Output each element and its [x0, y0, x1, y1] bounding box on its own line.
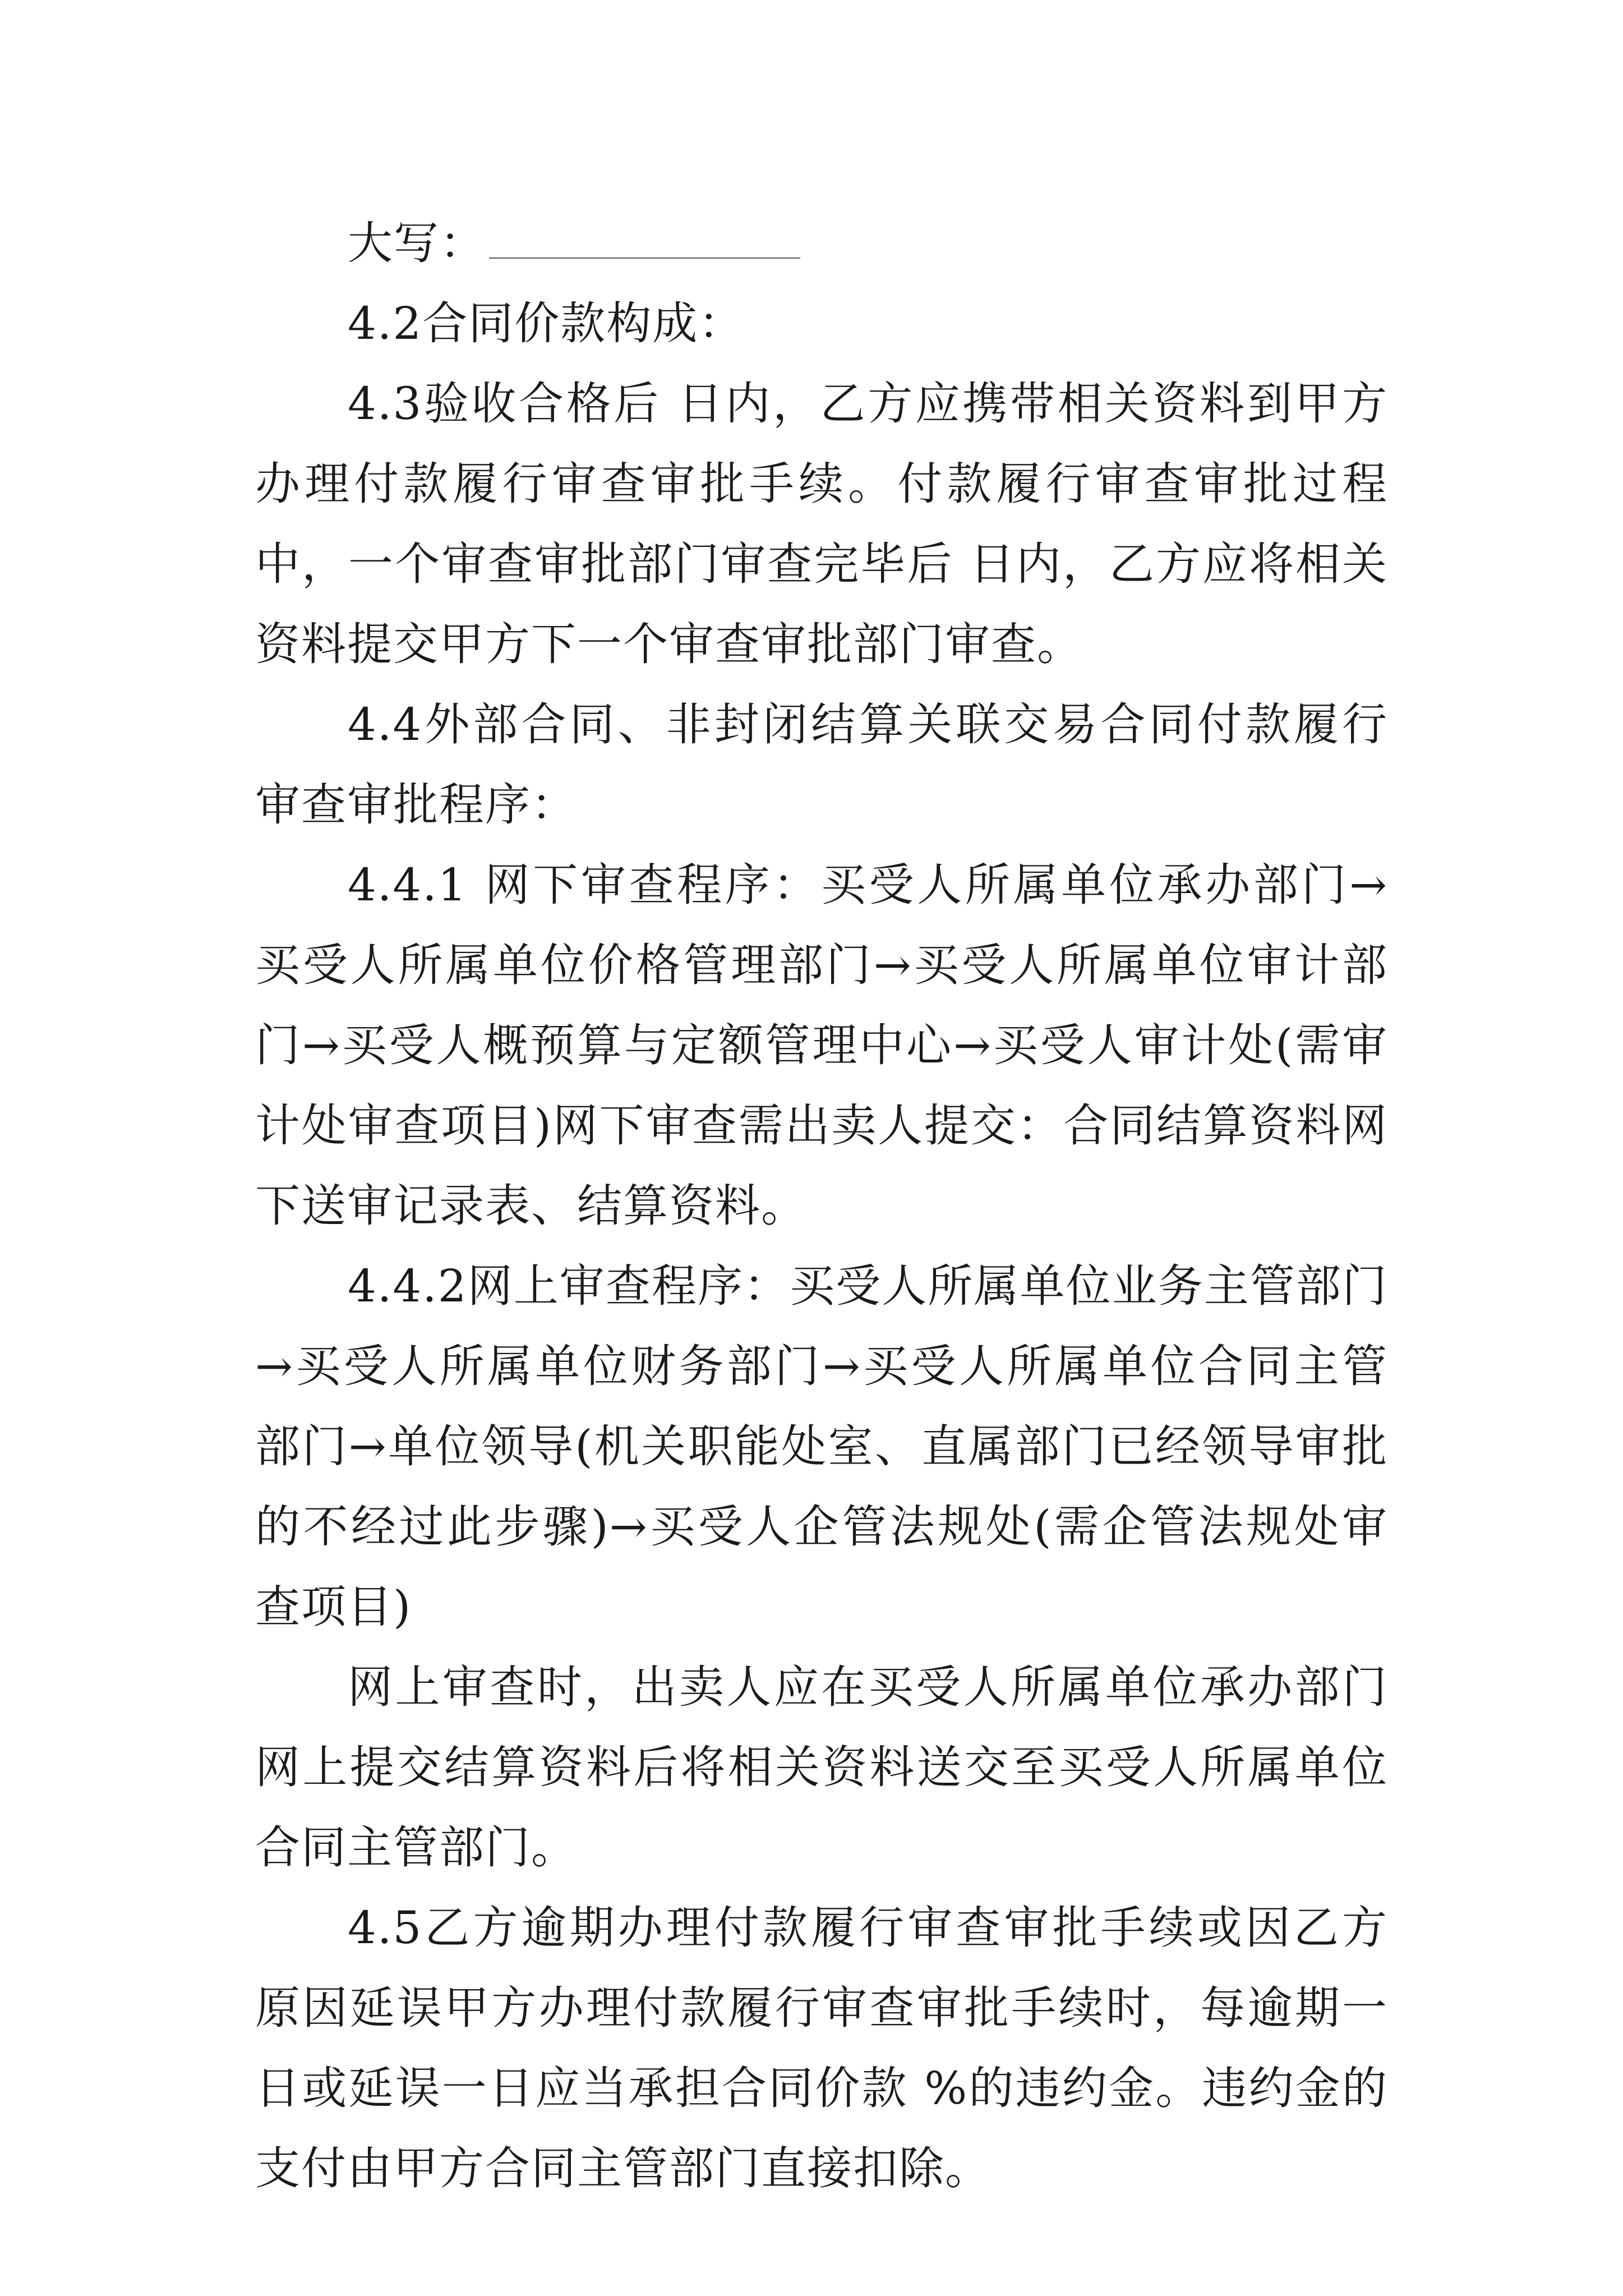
document-body — [255, 203, 1388, 2208]
paragraph-4-2: 4.2合同价款构成： — [348, 297, 745, 349]
paragraph-4-4-2: 4.4.2网上审查程序：买受人所属单位业务主管部门→买受人所属单位财务部门→买受人所属单位合同主管部门→单位领导(机关职能处室、直属部门已经领导审批的不经过此步骤)→买受人企管法规处(需企管法规处审查项目) — [255, 1260, 1388, 1633]
paragraph-4-4-1: 4.4.1 网下审查程序：买受人所属单位承办部门→买受人所属单位价格管理部门→买受人所属单位审计部门→买受人概预算与定额管理中心→买受人审计处(需审计处审查项目)网下审查需出卖人提交：合同结算资料网下送审记录表、结算资料。 — [255, 859, 1388, 1232]
amount-in-words-blank — [489, 220, 800, 259]
paragraph-4-3: 4.3验收合格后 日内，乙方应携带相关资料到甲方办理付款履行审查审批手续。付款履行审查审批过程中，一个审查审批部门审查完毕后 日内，乙方应将相关资料提交甲方下一个审查审批部门审查。 — [255, 378, 1388, 670]
paragraph-online-review: 网上审查时，出卖人应在买受人所属单位承办部门网上提交结算资料后将相关资料送交至买受人所属单位合同主管部门。 — [255, 1661, 1388, 1874]
paragraph-4-5: 4.5乙方逾期办理付款履行审查审批手续或因乙方原因延误甲方办理付款履行审查审批手续时，每逾期一日或延误一日应当承担合同价款 %的违约金。违约金的支付由甲方合同主管部门直接扣除。 — [255, 1902, 1388, 2194]
amount-in-words-line — [255, 203, 1388, 283]
amount-in-words-label: 大写： — [348, 217, 486, 269]
paragraph-4-4: 4.4外部合同、非封闭结算关联交易合同付款履行审查审批程序： — [255, 698, 1388, 831]
